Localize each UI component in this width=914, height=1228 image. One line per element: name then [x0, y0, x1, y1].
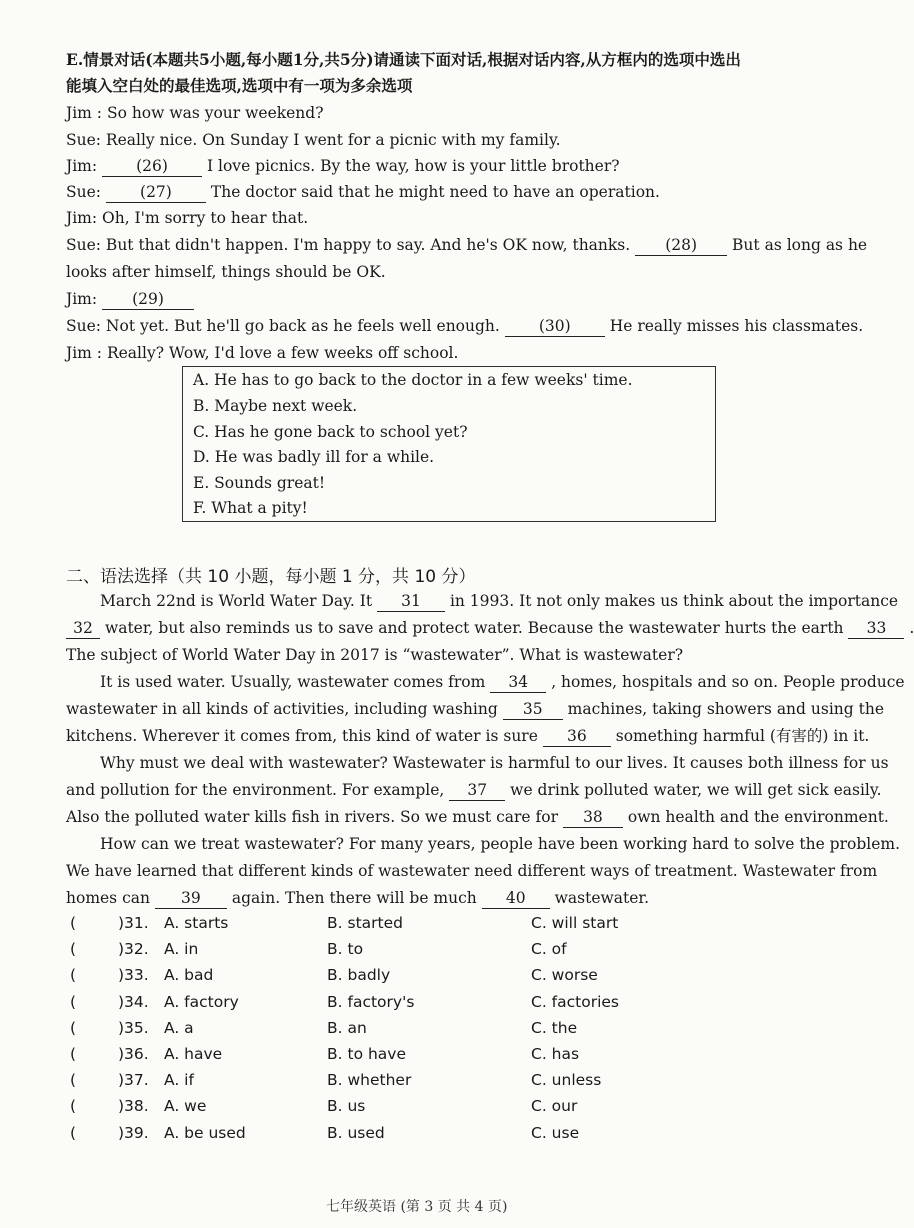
passage-text: March 22nd is World Water Day. It — [100, 592, 377, 610]
part-e-instruction-line1: E.情景对话(本题共5小题,每小题1分,共5分)请通读下面对话,根据对话内容,从方框内的选项中选出 — [66, 50, 741, 69]
question-number: )32. — [118, 940, 149, 959]
passage-line — [66, 780, 882, 801]
choice-b[interactable]: B. factory's — [327, 992, 415, 1011]
choice-c[interactable]: C. use — [531, 1123, 580, 1142]
page-footer: 七年级英语 (第 3 页 共 4 页) — [326, 1199, 508, 1215]
choice-a[interactable]: A. in — [164, 940, 199, 959]
answer-paren[interactable]: ( — [70, 1045, 77, 1063]
passage-line: Why must we deal with wastewater? Wastewater is harmful to our lives. It causes both illness for us — [100, 754, 889, 772]
passage-text: wastewater in all kinds of activities, including washing — [66, 700, 498, 718]
passage-text: and pollution for the environment. For example, — [66, 781, 450, 799]
passage-line — [66, 618, 914, 639]
passage-text: again. Then there will be much — [231, 889, 482, 907]
blank-36[interactable]: 36 — [543, 726, 611, 747]
dialogue-text: He really misses his classmates. — [609, 317, 864, 335]
passage-text: something harmful (有害的) in it. — [615, 727, 870, 745]
choice-a[interactable]: A. bad — [164, 966, 214, 985]
dialogue-text: Sue: But that didn't happen. I'm happy to say. And he's OK now, thanks. — [66, 236, 636, 254]
question-number: )36. — [118, 1045, 149, 1063]
dialogue-line: Jim : So how was your weekend? — [66, 104, 324, 122]
question-number: )33. — [118, 966, 149, 985]
passage-text: It is used water. Usually, wastewater comes from — [100, 673, 486, 691]
dialogue-line: Sue: Really nice. On Sunday I went for a picnic with my family. — [66, 131, 561, 149]
question-number: )35. — [118, 1018, 149, 1037]
dialogue-line — [66, 182, 660, 203]
options-box — [182, 366, 716, 522]
passage-line: How can we treat wastewater? For many years, people have been working hard to solve the problem. — [100, 835, 901, 853]
question-number: )31. — [118, 914, 149, 932]
answer-paren[interactable]: ( — [70, 992, 77, 1011]
choice-b[interactable]: B. to have — [327, 1045, 407, 1063]
option-d: D. He was badly ill for a while. — [193, 448, 435, 466]
answer-blank-27[interactable]: (27) — [106, 182, 206, 203]
passage-line — [100, 672, 905, 693]
choice-b[interactable]: B. us — [327, 1097, 366, 1116]
blank-40[interactable]: 40 — [482, 888, 550, 909]
passage-text: Also the polluted water kills fish in rivers. So we must care for — [66, 808, 558, 826]
dialogue-text: But as long as he — [732, 236, 868, 254]
dialogue-text: I love picnics. By the way, how is your little brother? — [206, 157, 620, 175]
passage-text: homes can — [66, 889, 155, 907]
choice-b[interactable]: B. badly — [327, 966, 391, 985]
blank-32[interactable]: 32 — [66, 618, 100, 639]
passage-line: We have learned that different kinds of wastewater need different ways of treatment. Wastewater from — [66, 862, 878, 880]
dialogue-line: Jim: Oh, I'm sorry to hear that. — [66, 209, 309, 227]
answer-paren[interactable]: ( — [70, 1071, 77, 1090]
choice-b[interactable]: B. used — [327, 1123, 385, 1142]
dialogue-text: The doctor said that he might need to have an operation. — [210, 183, 660, 201]
choice-a[interactable]: A. if — [164, 1071, 194, 1090]
blank-34[interactable]: 34 — [490, 672, 546, 693]
dialogue-line — [66, 235, 867, 256]
passage-text: own health and the environment. — [627, 808, 889, 826]
passage-line — [66, 726, 869, 747]
answer-paren[interactable]: ( — [70, 966, 77, 985]
choice-b[interactable]: B. started — [327, 914, 403, 932]
answer-blank-26[interactable]: (26) — [102, 156, 202, 177]
choice-b[interactable]: B. whether — [327, 1071, 412, 1090]
option-e: E. Sounds great! — [193, 474, 326, 492]
blank-31[interactable]: 31 — [377, 591, 445, 612]
passage-text: water, but also reminds us to save and protect water. Because the wastewater hurts the earth — [104, 619, 844, 637]
choice-a[interactable]: A. be used — [164, 1123, 246, 1142]
choice-a[interactable]: A. we — [164, 1097, 207, 1116]
part-e-instruction-line2: 能填入空白处的最佳选项,选项中有一项为多余选项 — [66, 76, 413, 95]
option-b: B. Maybe next week. — [193, 397, 358, 415]
passage-text: machines, taking showers and using the — [567, 700, 884, 718]
answer-paren[interactable]: ( — [70, 940, 77, 959]
speaker: Jim: — [66, 290, 103, 308]
question-number: )37. — [118, 1071, 149, 1090]
option-f: F. What a pity! — [193, 499, 308, 517]
passage-text: we drink polluted water, we will get sick easily. — [510, 781, 882, 799]
speaker: Jim: — [66, 157, 103, 175]
passage-line — [66, 807, 889, 828]
option-a: A. He has to go back to the doctor in a few weeks' time. — [193, 371, 633, 389]
choice-a[interactable]: A. factory — [164, 992, 239, 1011]
question-number: )34. — [118, 992, 149, 1011]
answer-paren[interactable]: ( — [70, 1018, 77, 1037]
choice-b[interactable]: B. an — [327, 1018, 367, 1037]
question-number: )39. — [118, 1123, 149, 1142]
choice-a[interactable]: A. starts — [164, 914, 229, 932]
dialogue-line: Jim : Really? Wow, I'd love a few weeks off school. — [66, 344, 459, 362]
answer-blank-28[interactable]: (28) — [635, 235, 727, 256]
section-heading: 二、语法选择（共 10 小题，每小题 1 分，共 10 分） — [66, 567, 476, 587]
dialogue-text: Sue: Not yet. But he'll go back as he feels well enough. — [66, 317, 505, 335]
choice-c[interactable]: C. will start — [531, 914, 619, 932]
choice-c[interactable]: C. unless — [531, 1071, 602, 1090]
choice-c[interactable]: C. has — [531, 1045, 580, 1063]
passage-line — [66, 699, 884, 720]
blank-39[interactable]: 39 — [155, 888, 227, 909]
passage-line: The subject of World Water Day in 2017 is “wastewater”. What is wastewater? — [66, 646, 684, 664]
answer-paren[interactable]: ( — [70, 914, 77, 932]
speaker: Sue: — [66, 183, 106, 201]
passage-text: . — [909, 619, 914, 637]
choice-c[interactable]: C. the — [531, 1018, 578, 1037]
choice-c[interactable]: C. factories — [531, 992, 620, 1011]
answer-paren[interactable]: ( — [70, 1097, 77, 1116]
choice-c[interactable]: C. of — [531, 940, 567, 959]
passage-text: in 1993. It not only makes us think about the importance — [449, 592, 899, 610]
choice-b[interactable]: B. to — [327, 940, 364, 959]
blank-33[interactable]: 33 — [848, 618, 904, 639]
passage-line — [66, 888, 649, 909]
answer-blank-30[interactable]: (30) — [505, 316, 605, 337]
passage-text: kitchens. Wherever it comes from, this kind of water is sure — [66, 727, 538, 745]
passage-text: wastewater. — [554, 889, 650, 907]
choice-c[interactable]: C. worse — [531, 966, 598, 985]
dialogue-line — [66, 289, 194, 310]
passage-text: , homes, hospitals and so on. People produce — [551, 673, 905, 691]
choice-a[interactable]: A. have — [164, 1045, 223, 1063]
question-number: )38. — [118, 1097, 149, 1116]
blank-37[interactable]: 37 — [449, 780, 505, 801]
blank-35[interactable]: 35 — [503, 699, 563, 720]
dialogue-line: looks after himself, things should be OK. — [66, 263, 386, 281]
passage-line — [100, 591, 898, 612]
choice-c[interactable]: C. our — [531, 1097, 578, 1116]
choice-a[interactable]: A. a — [164, 1018, 194, 1037]
answer-paren[interactable]: ( — [70, 1123, 77, 1142]
option-c: C. Has he gone back to school yet? — [193, 423, 468, 441]
answer-blank-29[interactable]: (29) — [102, 289, 194, 310]
dialogue-line — [66, 156, 620, 177]
blank-38[interactable]: 38 — [563, 807, 623, 828]
dialogue-line — [66, 316, 863, 337]
